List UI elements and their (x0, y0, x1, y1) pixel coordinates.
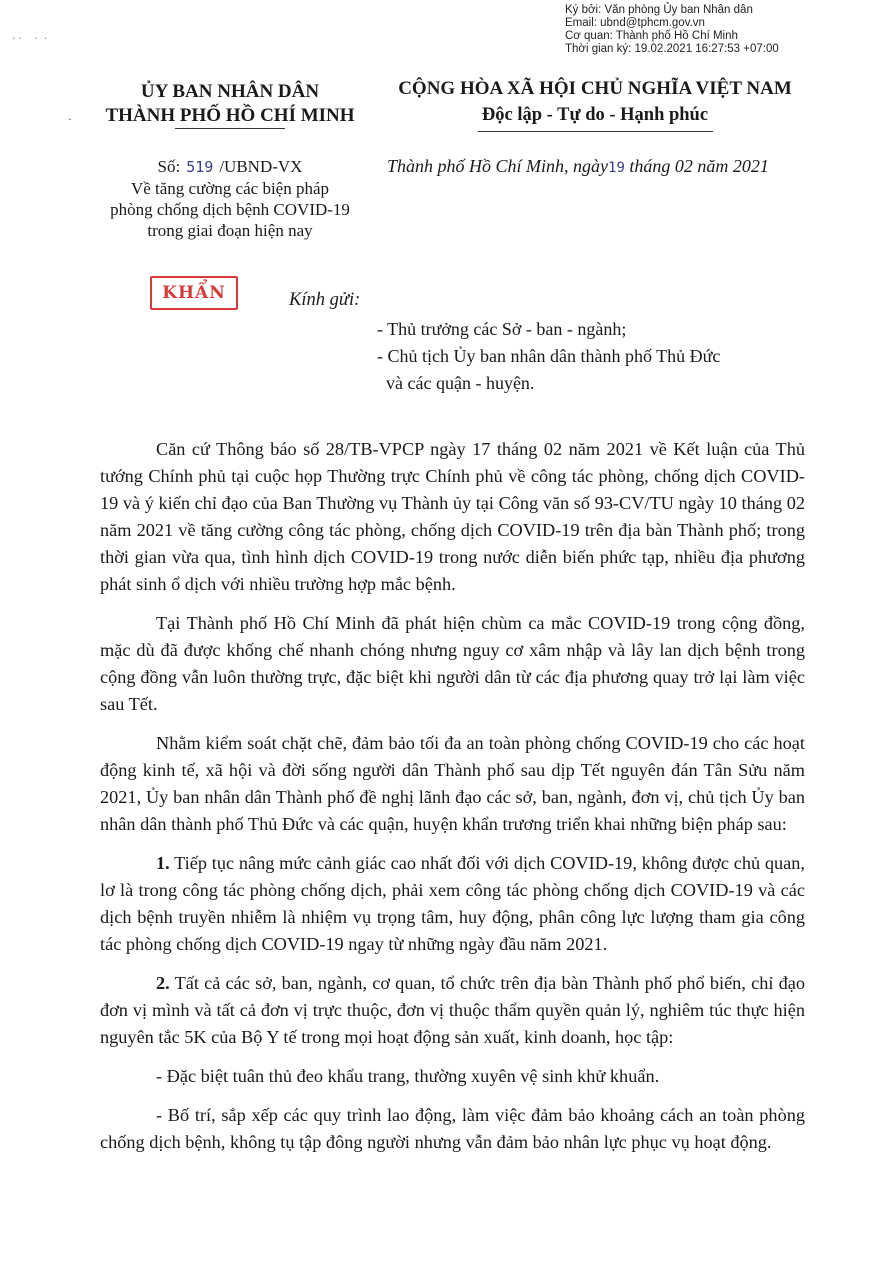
recipient-item: và các quận - huyện. (377, 373, 535, 393)
scan-speck: · (68, 112, 72, 126)
agency-underline (175, 128, 285, 129)
date-line (387, 156, 769, 177)
item-text: Tất cả các sở, ban, ngành, cơ quan, tổ chức trên địa bàn Thành phố phổ biến, chỉ đạo đơn vị mình và tất cả đơn vị trực thuộc, đơn vị thuộc thẩm quyền quản lý, nghiêm túc thực hiện nguyên tắc 5K của Bộ Y tế trong mọi hoạt động sản xuất, kinh doanh, học tập: (100, 973, 805, 1047)
subject-line-1: Về tăng cường các biện pháp (130, 179, 330, 198)
bullet-mask: - Đặc biệt tuân thủ đeo khẩu trang, thường xuyên vệ sinh khử khuẩn. (156, 1066, 660, 1086)
document-number-block (60, 156, 400, 241)
urgent-stamp: KHẨN (150, 276, 238, 310)
subject-line-2: phòng chống dịch bệnh COVID-19 (110, 200, 350, 219)
date-prefix: Thành phố Hồ Chí Minh, ngày (387, 156, 609, 176)
salutation: Kính gửi: (289, 290, 361, 310)
digital-signature-block (565, 4, 779, 56)
bullet-distancing: - Bố trí, sắp xếp các quy trình lao động, làm việc đảm bảo khoảng cách an toàn phòng chống dịch bệnh, không tụ tập đông người nhưng vẫn đảm bảo nhân lực phục vụ hoạt động. (100, 1105, 805, 1152)
date-day-handwritten: 19 (608, 160, 625, 176)
signature-agency: Cơ quan: Thành phố Hồ Chí Minh (565, 30, 738, 42)
motto-underline (478, 131, 713, 132)
subject-line-3: trong giai đoạn hiện nay (147, 221, 313, 240)
recipient-item: - Chủ tịch Ủy ban nhân dân thành phố Thủ Đức (377, 346, 721, 366)
issuing-agency-header (60, 80, 400, 128)
doc-number-handwritten: 519 (186, 158, 214, 176)
scan-speck: · · · · (12, 34, 47, 45)
measure-item-1 (100, 850, 805, 958)
document-number (60, 156, 400, 178)
item-text: Tiếp tục nâng mức cảnh giác cao nhất đối với dịch COVID-19, không được chủ quan, lơ là trong công tác phòng chống dịch, phải xem công tác phòng chống dịch COVID-19 và các dịch bệnh truyền nhiễm là nhiệm vụ trọng tâm, huy động, phân công lực lượng tham gia công tác phòng chống dịch COVID-19 ngay từ những ngày đầu năm 2021. (100, 853, 805, 954)
paragraph-request: Nhằm kiểm soát chặt chẽ, đảm bảo tối đa an toàn phòng chống COVID-19 cho các hoạt động kinh tế, xã hội và đời sống người dân Thành phố sau dịp Tết nguyên đán Tân Sửu năm 2021, Ủy ban nhân dân Thành phố đề nghị lãnh đạo các sở, ban, ngành, đơn vị, chủ tịch Ủy ban nhân dân thành phố Thủ Đức và các quận, huyện khẩn trương triển khai những biện pháp sau: (100, 733, 805, 834)
doc-number-prefix: Số: (157, 157, 181, 176)
document-body (100, 436, 805, 1168)
agency-line-2: THÀNH PHỐ HỒ CHÍ MINH (105, 105, 355, 126)
item-number: 1. (156, 853, 170, 873)
paragraph-basis: Căn cứ Thông báo số 28/TB-VPCP ngày 17 tháng 02 năm 2021 về Kết luận của Thủ tướng Chính phủ tại cuộc họp Thường trực Chính phủ về công tác phòng, chống dịch COVID-19 và ý kiến chỉ đạo của Ban Thường vụ Thành ủy tại Công văn số 93-CV/TU ngày 10 tháng 02 năm 2021 về tăng cường công tác phòng, chống dịch COVID-19 trên địa bàn Thành phố; trong thời gian vừa qua, tình hình dịch COVID-19 trong nước diễn biến phức tạp, nhiều địa phương phát sinh ổ dịch với nhiều trường hợp mắc bệnh. (100, 439, 805, 594)
measure-item-2 (100, 970, 805, 1051)
recipient-item: - Thủ trưởng các Sở - ban - ngành; (377, 319, 627, 339)
country-name: CỘNG HÒA XÃ HỘI CHỦ NGHĨA VIỆT NAM (398, 78, 792, 99)
signature-time: Thời gian ký: 19.02.2021 16:27:53 +07:00 (565, 43, 779, 55)
date-suffix: tháng 02 năm 2021 (624, 156, 769, 176)
motto: Độc lập - Tự do - Hạnh phúc (481, 105, 709, 125)
doc-number-suffix: /UBND-VX (219, 157, 303, 176)
agency-line-1: ỦY BAN NHÂN DÂN (140, 81, 320, 102)
signature-email: Email: ubnd@tphcm.gov.vn (565, 17, 705, 29)
paragraph-situation: Tại Thành phố Hồ Chí Minh đã phát hiện chùm ca mắc COVID-19 trong cộng đồng, mặc dù đã được khống chế nhanh chóng nhưng nguy cơ xâm nhập và lây lan dịch bệnh trong cộng đồng vẫn luôn thường trực, đặc biệt khi người dân từ các địa phương quay trở lại làm việc sau Tết. (100, 613, 805, 714)
recipient-list (377, 316, 720, 397)
item-number: 2. (156, 973, 170, 993)
signature-signer: Ký bởi: Văn phòng Ủy ban Nhân dân (565, 4, 753, 16)
national-motto-header (375, 76, 815, 132)
